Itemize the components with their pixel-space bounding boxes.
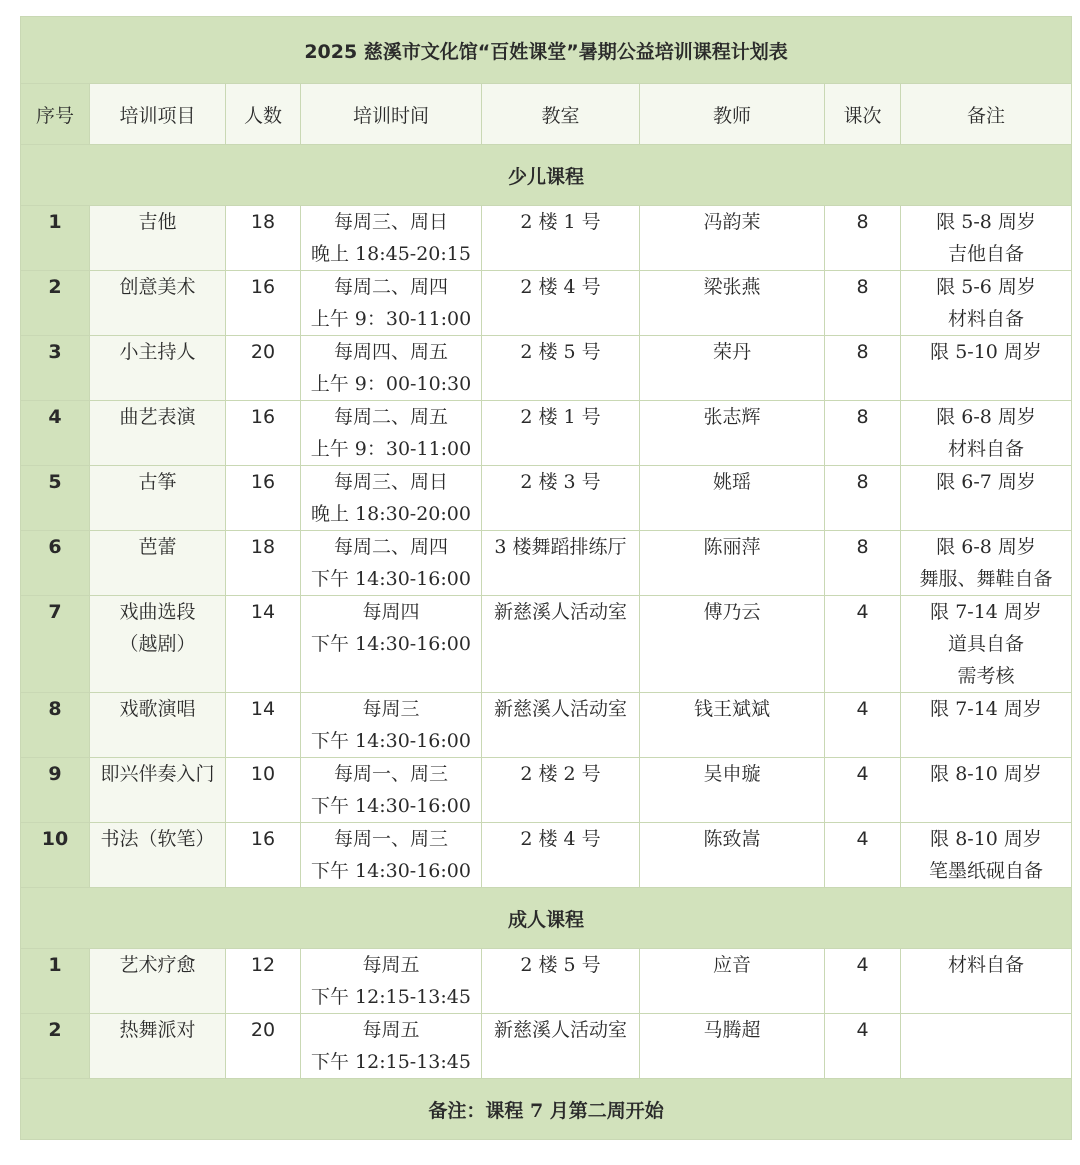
cell-sessions: 4 [825,1014,901,1079]
table-row [21,336,1072,401]
cell-note-line: 笔墨纸砚自备 [929,860,1044,882]
cell-room [482,336,640,401]
cell-note [901,466,1072,531]
cell-room [482,271,640,336]
cell-note [901,1014,1072,1079]
header-count: 人数 [226,84,301,145]
cell-room [482,758,640,823]
cell-time [301,758,482,823]
cell-room [482,596,640,693]
cell-room [482,693,640,758]
cell-note [901,336,1072,401]
cell-sessions: 4 [825,823,901,888]
cell-time [301,401,482,466]
cell-sessions: 4 [825,758,901,823]
cell-note-line: 限 8-10 周岁 [930,828,1042,850]
cell-project-line: 热舞派对 [119,1019,196,1041]
cell-time-line: 下午 14:30-16:00 [311,730,471,752]
cell-count: 20 [226,1014,301,1079]
cell-sessions: 8 [825,401,901,466]
cell-note [901,758,1072,823]
cell-time [301,271,482,336]
cell-note-line: 吉他自备 [948,243,1025,265]
cell-seq: 4 [21,401,90,466]
cell-time-line: 下午 12:15-13:45 [311,986,471,1008]
section-title: 少儿课程 [21,145,1072,206]
cell-count: 20 [226,336,301,401]
cell-seq: 6 [21,531,90,596]
table-row [21,949,1072,1014]
cell-time [301,206,482,271]
cell-time [301,693,482,758]
cell-count: 10 [226,758,301,823]
cell-room-line: 2 楼 5 号 [520,954,601,976]
cell-note [901,531,1072,596]
cell-note-line: 限 7-14 周岁 [930,601,1042,623]
cell-time-line: 每周三、周日 [333,211,448,233]
cell-project-line: 古筝 [138,471,177,493]
header-row [21,84,1072,145]
cell-note-line: 材料自备 [948,954,1025,976]
cell-project [90,271,226,336]
cell-teacher: 钱王斌斌 [640,693,825,758]
cell-project [90,336,226,401]
cell-time [301,466,482,531]
cell-project [90,758,226,823]
cell-project [90,401,226,466]
cell-teacher: 姚瑶 [640,466,825,531]
cell-time [301,531,482,596]
cell-sessions: 4 [825,693,901,758]
cell-sessions: 8 [825,531,901,596]
cell-teacher: 张志辉 [640,401,825,466]
cell-teacher: 陈丽萍 [640,531,825,596]
cell-seq: 5 [21,466,90,531]
header-note: 备注 [901,84,1072,145]
cell-note-line: 道具自备 [948,633,1025,655]
footer-note: 备注：课程 7 月第二周开始 [21,1079,1072,1140]
cell-project [90,531,226,596]
cell-time-line: 每周四、周五 [333,341,448,363]
cell-project-line: 芭蕾 [138,536,177,558]
cell-project-line: 即兴伴奏入门 [100,763,215,785]
cell-note-line: 材料自备 [948,308,1025,330]
cell-project-line: 创意美术 [119,276,196,298]
cell-project [90,823,226,888]
cell-time-line: 每周一、周三 [333,763,448,785]
cell-time [301,823,482,888]
cell-project [90,949,226,1014]
cell-time-line: 上午 9：00-10:30 [310,373,472,395]
cell-seq: 1 [21,206,90,271]
cell-room-line: 新慈溪人活动室 [493,1019,627,1041]
table-row [21,531,1072,596]
cell-room [482,466,640,531]
cell-room-line: 2 楼 4 号 [520,276,601,298]
cell-count: 16 [226,823,301,888]
cell-project [90,1014,226,1079]
section-row [21,145,1072,206]
cell-project-line: （越剧） [119,633,196,655]
cell-count: 14 [226,693,301,758]
cell-time-line: 上午 9：30-11:00 [310,308,472,330]
cell-note [901,693,1072,758]
cell-time-line: 上午 9：30-11:00 [310,438,472,460]
cell-teacher: 梁张燕 [640,271,825,336]
cell-time [301,1014,482,1079]
cell-seq: 10 [21,823,90,888]
cell-room-line: 2 楼 3 号 [520,471,601,493]
table-row [21,206,1072,271]
cell-teacher: 马腾超 [640,1014,825,1079]
cell-project-line: 戏歌演唱 [119,698,196,720]
cell-count: 16 [226,466,301,531]
cell-note-line: 舞服、舞鞋自备 [919,568,1053,590]
cell-time-line: 每周三 [362,698,420,720]
cell-project [90,596,226,693]
cell-room-line: 2 楼 2 号 [520,763,601,785]
cell-count: 16 [226,401,301,466]
table-row [21,758,1072,823]
cell-sessions: 4 [825,949,901,1014]
cell-room-line: 2 楼 5 号 [520,341,601,363]
cell-time-line: 每周二、周五 [333,406,448,428]
cell-time-line: 晚上 18:45-20:15 [311,243,471,265]
header-sessions: 课次 [825,84,901,145]
cell-time-line: 下午 12:15-13:45 [311,1051,471,1073]
cell-time-line: 下午 14:30-16:00 [311,795,471,817]
cell-project-line: 戏曲选段 [119,601,196,623]
header-time: 培训时间 [301,84,482,145]
cell-room [482,206,640,271]
cell-room [482,823,640,888]
cell-time [301,596,482,693]
cell-room [482,401,640,466]
cell-project-line: 艺术疗愈 [119,954,196,976]
cell-time-line: 下午 14:30-16:00 [311,633,471,655]
cell-project [90,693,226,758]
cell-time-line: 每周二、周四 [333,536,448,558]
cell-time [301,336,482,401]
table-title: 2025 慈溪市文化馆“百姓课堂”暑期公益培训课程计划表 [21,17,1072,84]
section-title: 成人课程 [21,888,1072,949]
cell-time-line: 下午 14:30-16:00 [311,860,471,882]
cell-teacher: 应音 [640,949,825,1014]
cell-teacher: 吴申璇 [640,758,825,823]
cell-sessions: 4 [825,596,901,693]
cell-project [90,206,226,271]
cell-note-line: 需考核 [957,665,1015,687]
cell-note [901,596,1072,693]
cell-time-line: 每周二、周四 [333,276,448,298]
cell-teacher: 傅乃云 [640,596,825,693]
cell-count: 12 [226,949,301,1014]
cell-count: 18 [226,206,301,271]
cell-room-line: 3 楼舞蹈排练厅 [494,536,627,558]
cell-seq: 2 [21,1014,90,1079]
cell-seq: 8 [21,693,90,758]
cell-time-line: 每周五 [362,954,420,976]
cell-project-line: 曲艺表演 [119,406,196,428]
cell-time [301,949,482,1014]
table-row [21,271,1072,336]
cell-note-line: 限 8-10 周岁 [930,763,1042,785]
cell-note-line: 限 5-6 周岁 [936,276,1036,298]
cell-note [901,206,1072,271]
cell-room [482,949,640,1014]
cell-note [901,949,1072,1014]
table-row [21,1014,1072,1079]
cell-time-line: 每周五 [362,1019,420,1041]
cell-project-line: 小主持人 [119,341,196,363]
table-row [21,596,1072,693]
cell-sessions: 8 [825,336,901,401]
cell-project-line: 吉他 [138,211,177,233]
cell-seq: 7 [21,596,90,693]
cell-note-line: 限 7-14 周岁 [930,698,1042,720]
cell-count: 16 [226,271,301,336]
table-row [21,693,1072,758]
cell-time-line: 每周一、周三 [333,828,448,850]
cell-seq: 3 [21,336,90,401]
cell-note-line: 限 5-10 周岁 [930,341,1042,363]
cell-sessions: 8 [825,271,901,336]
cell-time-line: 下午 14:30-16:00 [311,568,471,590]
cell-room-line: 新慈溪人活动室 [493,601,627,623]
cell-note [901,823,1072,888]
table-row [21,823,1072,888]
cell-room-line: 2 楼 1 号 [520,406,601,428]
footer-row [21,1079,1072,1140]
cell-note-line: 限 6-8 周岁 [936,406,1036,428]
cell-room [482,531,640,596]
header-teacher: 教师 [640,84,825,145]
cell-seq: 9 [21,758,90,823]
cell-note-line: 限 5-8 周岁 [936,211,1036,233]
cell-time-line: 每周三、周日 [333,471,448,493]
cell-teacher: 冯韵茉 [640,206,825,271]
table-row [21,466,1072,531]
cell-seq: 1 [21,949,90,1014]
cell-project [90,466,226,531]
cell-seq: 2 [21,271,90,336]
cell-note [901,401,1072,466]
cell-note-line: 限 6-8 周岁 [936,536,1036,558]
section-row [21,888,1072,949]
cell-sessions: 8 [825,466,901,531]
cell-count: 14 [226,596,301,693]
cell-sessions: 8 [825,206,901,271]
cell-teacher: 荣丹 [640,336,825,401]
cell-project-line: 书法（软笔） [100,828,215,850]
cell-note [901,271,1072,336]
table-row [21,401,1072,466]
header-project: 培训项目 [90,84,226,145]
title-row [21,17,1072,84]
header-seq: 序号 [21,84,90,145]
cell-note-line: 材料自备 [948,438,1025,460]
cell-time-line: 晚上 18:30-20:00 [311,503,471,525]
cell-teacher: 陈致嵩 [640,823,825,888]
cell-note-line: 限 6-7 周岁 [936,471,1036,493]
cell-room-line: 新慈溪人活动室 [493,698,627,720]
cell-count: 18 [226,531,301,596]
course-plan-table [20,16,1072,1140]
cell-time-line: 每周四 [362,601,420,623]
header-room: 教室 [482,84,640,145]
cell-room [482,1014,640,1079]
cell-room-line: 2 楼 4 号 [520,828,601,850]
cell-room-line: 2 楼 1 号 [520,211,601,233]
